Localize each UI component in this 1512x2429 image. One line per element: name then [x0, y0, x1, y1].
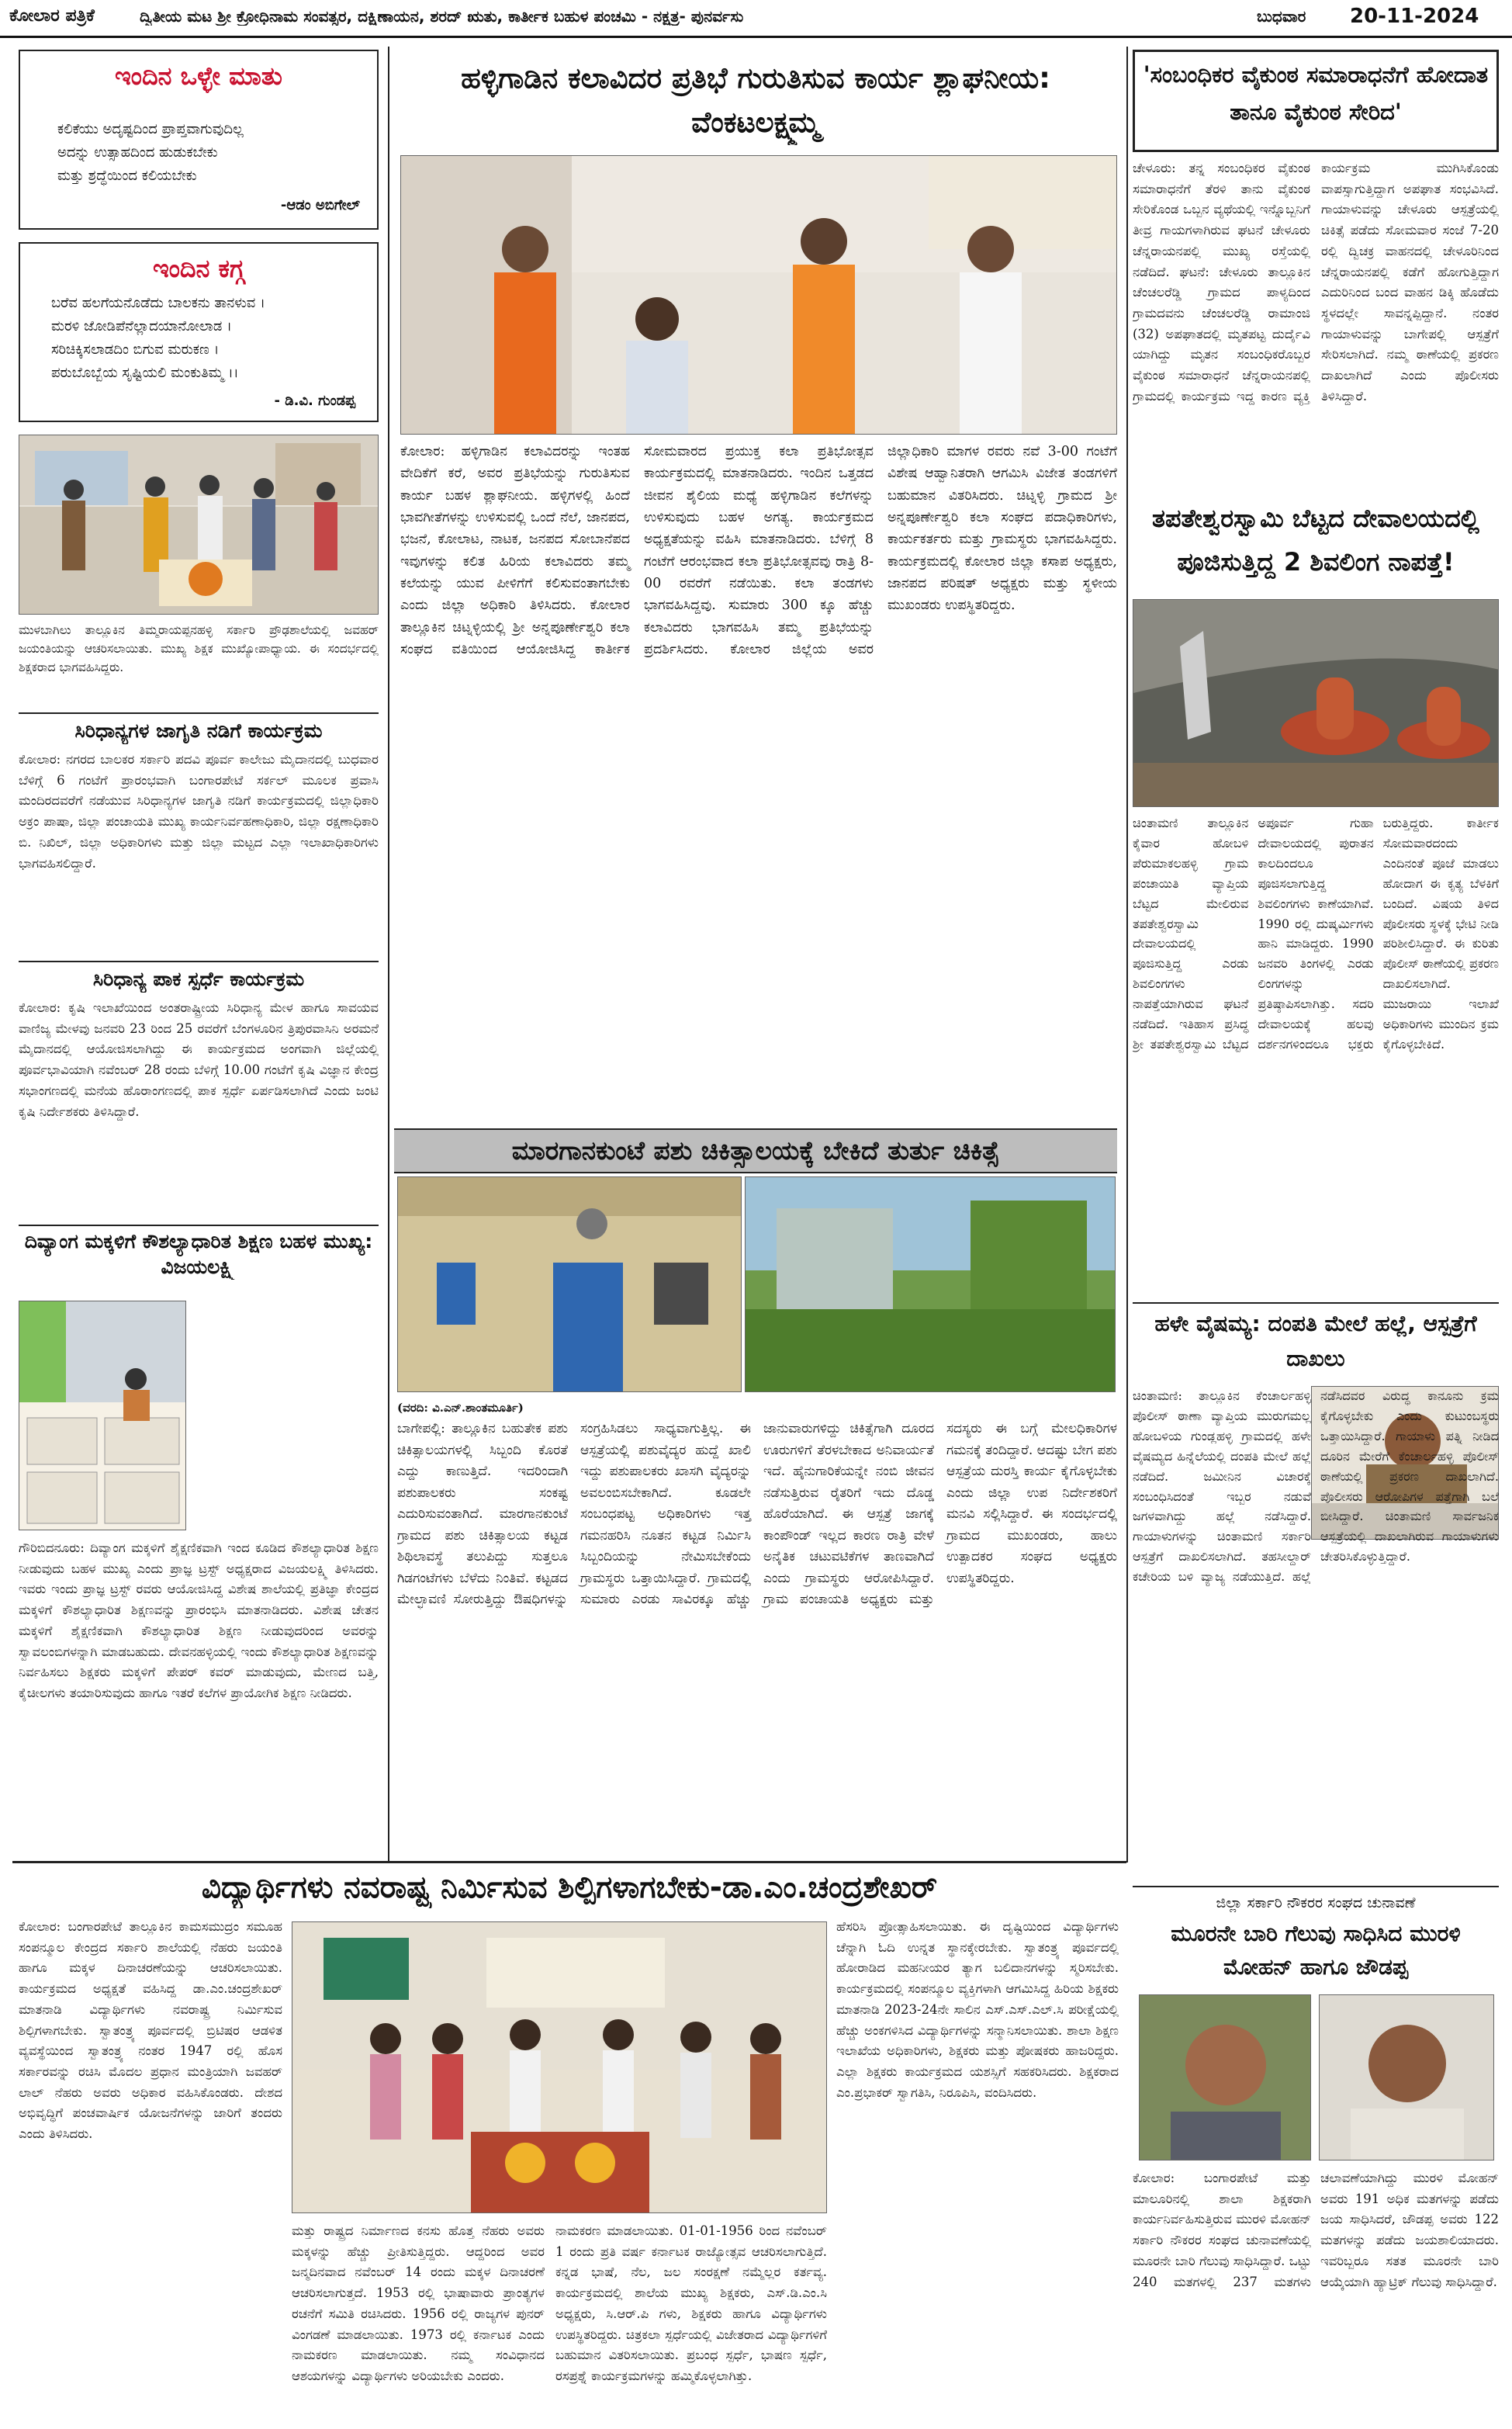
- temple-banner: [1133, 497, 1499, 593]
- vet-building-illustration: [398, 1177, 742, 1392]
- quote-author: -ಆಡಂ ಅಬಿಗೇಲ್: [280, 197, 360, 213]
- divider: [19, 961, 379, 962]
- disabled-children-headline: ದಿವ್ಯಾಂಗ ಮಕ್ಕಳಿಗೆ ಕೌಶಲ್ಯಾಧಾರಿತ ಶಿಕ್ಷಣ ಬಹಳ ಮುಖ್ಯ: ವಿಜಯಲಕ್ಷ್ಮಿ: [24, 1230, 373, 1278]
- divider: [19, 712, 379, 714]
- vet-building-photo: [397, 1176, 742, 1392]
- column-rule: [1126, 47, 1128, 1862]
- accident-body: ಚೇಳೂರು: ತನ್ನ ಸಂಬಂಧಿಕರ ವೈಕುಂಠ ಸಮಾರಾಧನೆಗೆ ತೆರಳಿ ತಾನು ವೈಕುಂಠ ಸೇರಿಕೊಂಡ ಒಬ್ಬನ ವ್ಯಥೆಯಲ್ಲಿ ಇನ್ನೊಬ್ಬನಿಗೆ ತೀವ್ರ ಗಾಯಗಳಾಗಿರುವ ಘಟನೆ ಚೇಳೂರು ಚೆನ್ನರಾಯನಪಲ್ಲಿ ಮುಖ್ಯ ರಸ್ತೆಯಲ್ಲಿ ನಡೆದಿದೆ. ಘಟನೆ: ಚೇಳೂರು ತಾಲ್ಲೂಕಿನ ಚೆಂಚಲರೆಡ್ಡಿ ಗ್ರಾಮದ ಪಾಳ್ಯದಿಂದ ಗ್ರಾಮದವನು ಚೆಂಚಲರೆಡ್ಡಿ ರಾಮಾಂಜಿ (32) ಅಪಘಾತದಲ್ಲಿ ಮೃತಪಟ್ಟ ದುರ್ದೈವಿ ಯಾಗಿದ್ದು ಮೃತನ ಸಂಬಂಧಿಕರೊಬ್ಬರ ವೈಕುಂಠ ಸಮಾರಾಧನೆ ಚೆನ್ನರಾಯನಪಲ್ಲಿ ಗ್ರಾಮದಲ್ಲಿ ಕಾರ್ಯಕ್ರಮ ಇದ್ದ ಕಾರಣ ವ್ಯಕ್ತಿ ಕಾರ್ಯಕ್ರಮ ಮುಗಿಸಿಕೊಂಡು ವಾಪಸ್ಸಾಗುತ್ತಿದ್ದಾಗ ಅಪಘಾತ ಸಂಭವಿಸಿದೆ. ಗಾಯಾಳುವನ್ನು ಚೇಳೂರು ಆಸ್ಪತ್ರೆಯಲ್ಲಿ ಚಿಕಿತ್ಸೆ ಪಡೆದು ಸೋಮವಾರ ಸಂಜೆ 7-20 ರಲ್ಲಿ ದ್ವಿಚಕ್ರ ವಾಹನದಲ್ಲಿ ಚೇಳೂರಿನಿಂದ ಚೆನ್ನರಾಯನಪಲ್ಲಿ ಕಡೆಗೆ ಹೋಗುತ್ತಿದ್ದಾಗ ಎದುರಿನಿಂದ ಬಂದ ವಾಹನ ಡಿಕ್ಕಿ ಹೊಡೆದು ಸ್ಥಳದಲ್ಲೇ ಸಾವನ್ನಪ್ಪಿದ್ದಾನೆ. ನಂತರ ಗಾಯಾಳುವನ್ನು ಬಾಗೇಪಲ್ಲಿ ಆಸ್ಪತ್ರೆಗೆ ಸೇರಿಸಲಾಗಿದೆ. ನಮ್ಮ ಠಾಣೆಯಲ್ಲಿ ಪ್ರಕರಣ ದಾಖಲಾಗಿದೆ ಎಂದು ಪೊಲೀಸರು ತಿಳಿಸಿದ್ದಾರೆ.: [1133, 161, 1499, 404]
- school-event-photo: [19, 435, 379, 615]
- students-nation-body-right: ನಾಮಕರಣ ಮಾಡಲಾಯಿತು. 01-01-1956 ರಿಂದ ನವೆಂಬರ್ 1 ರಂದು ಪ್ರತಿ ವರ್ಷ ಕರ್ನಾಟಕ ರಾಜ್ಯೋತ್ಸವ ಆಚರಿಸಲಾಗುತ್ತಿದೆ. ಕನ್ನಡ ಭಾಷೆ, ನೆಲ, ಜಲ ಸಂರಕ್ಷಣೆ ನಮ್ಮೆಲ್ಲರ ಕರ್ತವ್ಯ. ಕಾರ್ಯಕ್ರಮದಲ್ಲಿ ಶಾಲೆಯ ಮುಖ್ಯ ಶಿಕ್ಷಕರು, ಎಸ್.ಡಿ.ಎಂ.ಸಿ ಅಧ್ಯಕ್ಷರು, ಸಿ.ಆರ್.ಪಿ ಗಳು, ಶಿಕ್ಷಕರು ಹಾಗೂ ವಿದ್ಯಾರ್ಥಿಗಳು ಉಪಸ್ಥಿತರಿದ್ದರು. ಚಿತ್ರಕಲಾ ಸ್ಪರ್ಧೆಯಲ್ಲಿ ವಿಜೇತರಾದ ವಿದ್ಯಾರ್ಥಿಗಳಿಗೆ ಬಹುಮಾನ ವಿತರಿಸಲಾಯಿತು. ಪ್ರಬಂಧ ಸ್ಪರ್ಧೆ, ಭಾಷಣ ಸ್ಪರ್ಧೆ, ರಸಪ್ರಶ್ನೆ ಕಾರ್ಯಕ್ರಮಗಳನ್ನು ಹಮ್ಮಿಕೊಳ್ಳಲಾಗಿತ್ತು.: [555, 2223, 827, 2384]
- candidate-photo-2: [1319, 1994, 1494, 2160]
- classroom-photo: [19, 1301, 186, 1530]
- folk-artists-headline: ಹಳ್ಳಿಗಾಡಿನ ಕಲಾವಿದರ ಪ್ರತಿಭೆ ಗುರುತಿಸುವ ಕಾರ್ಯ ಶ್ಲಾಘನೀಯ: ವೆಂಕಟಲಕ್ಷ್ಮಮ್ಮ: [461, 61, 1050, 140]
- quote-line-1: ಕಲಿಕೆಯು ಅದೃಷ್ಟದಿಂದ ಪ್ರಾಪ್ತವಾಗುವುದಿಲ್ಲ: [57, 121, 244, 137]
- column-rule: [388, 47, 389, 1862]
- divider: [19, 1225, 379, 1226]
- felicitation-illustration: [401, 156, 1117, 435]
- millet-cooking-body: ಕೋಲಾರ: ಕೃಷಿ ಇಲಾಖೆಯಿಂದ ಅಂತರಾಷ್ಟ್ರೀಯ ಸಿರಿಧಾನ್ಯ ಮೇಳ ಹಾಗೂ ಸಾವಯವ ವಾಣಿಜ್ಯ ಮೇಳವು ಜನವರಿ 23 ರಿಂದ 25 ರವರೆಗೆ ಬೆಂಗಳೂರಿನ ತ್ರಿಪುರವಾಸಿನಿ ಅರಮನೆ ಮೈದಾನದಲ್ಲಿ ಆಯೋಜಿಸಲಾಗಿದ್ದು ಈ ಕಾರ್ಯಕ್ರಮದ ಅಂಗವಾಗಿ ಜಿಲ್ಲೆಯಲ್ಲಿ ಪೂರ್ವಭಾವಿಯಾಗಿ ನವೆಂಬರ್ 28 ರಂದು ಬೆಳಿಗ್ಗೆ 10.00 ಗಂಟೆಗೆ ಕೃಷಿ ವಿಜ್ಞಾನ ಕೇಂದ್ರ ಸಭಾಂಗಣದಲ್ಲಿ ಮನೆಯ ಹೊರಾಂಗಣದಲ್ಲಿ ಪಾಕ ಸ್ಪರ್ಧೆ ಏರ್ಪಡಿಸಲಾಗಿದೆ ಎಂದು ಜಂಟಿ ಕೃಷಿ ನಿರ್ದೇಶಕರು ತಿಳಿಸಿದ್ದಾರೆ.: [19, 1000, 379, 1119]
- issue-date: 20-11-2024: [1350, 5, 1479, 28]
- school-function-illustration: [292, 1922, 827, 2213]
- kagga-line-2: ಮರಳಿ ಜೋಡಿಪೆನೆಲ್ಲಾದಯಾನೋಲಾಡ ।: [51, 318, 232, 334]
- divider: [12, 1861, 1126, 1863]
- quote-line-2: ಅದನ್ನು ಉತ್ಸಾಹದಿಂದ ಹುಡುಕಬೇಕು: [57, 144, 218, 161]
- election-headline: ಮೂರನೇ ಬಾರಿ ಗೆಲುವು ಸಾಧಿಸಿದ ಮುರಳಿ ಮೋಹನ್ ಹಾಗೂ ಜೌಡಪ್ಪ: [1171, 1921, 1461, 1980]
- millet-walk-body: ಕೋಲಾರ: ನಗರದ ಬಾಲಕರ ಸರ್ಕಾರಿ ಪದವಿ ಪೂರ್ವ ಕಾಲೇಜು ಮೈದಾನದಲ್ಲಿ ಬುಧವಾರ ಬೆಳಿಗ್ಗೆ 6 ಗಂಟೆಗೆ ಪ್ರಾರಂಭವಾಗಿ ಬಂಗಾರಪೇಟೆ ಸರ್ಕಲ್ ಮೂಲಕ ಪ್ರವಾಸಿ ಮಂದಿರದವರೆಗೆ ನಡೆಯುವ ಸಿರಿಧಾನ್ಯಗಳ ಜಾಗೃತಿ ನಡಿಗೆ ಕಾರ್ಯಕ್ರಮದಲ್ಲಿ ಜಿಲ್ಲಾಧಿಕಾರಿ ಅಕ್ರಂ ಪಾಷಾ, ಜಿಲ್ಲಾ ಪಂಚಾಯತಿ ಮುಖ್ಯ ಕಾರ್ಯನಿರ್ವಹಣಾಧಿಕಾರಿ, ಜಿಲ್ಲಾ ರಕ್ಷಣಾಧಿಕಾರಿ ಬಿ. ನಿಖಿಲ್, ಜಿಲ್ಲಾ ಅಧಿಕಾರಿಗಳು ಮತ್ತು ಜಿಲ್ಲಾ ಮಟ್ಟದ ಎಲ್ಲಾ ಇಲಾಖಾಧಿಕಾರಿಗಳು ಭಾಗವಹಿಸಲಿದ್ದಾರೆ.: [19, 752, 379, 871]
- disabled-children-body: ಗೌರಿಬಿದನೂರು: ದಿವ್ಯಾಂಗ ಮಕ್ಕಳಿಗೆ ಶೈಕ್ಷಣಿಕವಾಗಿ ಇಂದ ಕೂಡಿದ ಕೌಶಲ್ಯಾಧಾರಿತ ಶಿಕ್ಷಣ ನೀಡುವುದು ಬಹಳ ಮುಖ್ಯ ಎಂದು ಪ್ರಾಜ್ಞ ಟ್ರಸ್ಟ್ ಅಧ್ಯಕ್ಷರಾದ ವಿಜಯಲಕ್ಷ್ಮಿ ತಿಳಿಸಿದರು. ಇವರು ಇಂದು ಪ್ರಾಜ್ಞ ಟ್ರಸ್ಟ್ ರವರು ಆಯೋಜಿಸಿದ್ದ ವಿಶೇಷ ಶಾಲೆಯಲ್ಲಿ ಪ್ರತಿಜ್ಞಾ ಕೇಂದ್ರದ ಮಕ್ಕಳಿಗೆ ಕೌಶಲ್ಯಾಧಾರಿತ ಶಿಕ್ಷಣವನ್ನು ಪ್ರಾರಂಭಿಸಿ ಮಾತನಾಡಿದರು. ವಿಶೇಷ ಚೇತನ ಮಕ್ಕಳಿಗೆ ಶೈಕ್ಷಣಿಕವಾಗಿ ಕೌಶಲ್ಯಾಧಾರಿತ ಶಿಕ್ಷಣ ನೀಡುವುದರಿಂದ ಅವರನ್ನು ಸ್ವಾವಲಂಬಿಗಳನ್ನಾಗಿ ಮಾಡಬಹುದು. ದೇವನಹಳ್ಳಿಯಲ್ಲಿ ಇಂದು ಕೌಶಲ್ಯಾಧಾರಿತ ಶಿಕ್ಷಣವನ್ನು ನಿರ್ವಹಿಸಲು ಶಿಕ್ಷಕರು ಮಕ್ಕಳಿಗೆ ಪೇಪರ್ ಕವರ್ ಮಾಡುವುದು, ಮೇಣದ ಬತ್ತಿ, ಕೈಚೀಲಗಳು ತಯಾರಿಸುವುದು ಹಾಗೂ ಇತರೆ ಕಲೆಗಳ ಪ್ರಾಯೋಗಿಕ ಶಿಕ್ಷಣ ನೀಡಿದರು.: [19, 1540, 379, 1701]
- students-nation-body-mid: ಮತ್ತು ರಾಷ್ಟ್ರದ ನಿರ್ಮಾಣದ ಕನಸು ಹೊತ್ತ ನೆಹರು ಅವರು ಮಕ್ಕಳನ್ನು ಹೆಚ್ಚು ಪ್ರೀತಿಸುತ್ತಿದ್ದರು. ಆದ್ದರಿಂದ ಅವರ ಜನ್ಮದಿನವಾದ ನವೆಂಬರ್ 14 ರಂದು ಮಕ್ಕಳ ದಿನಾಚರಣೆ ಆಚರಿಸಲಾಗುತ್ತದೆ. 1953 ರಲ್ಲಿ ಭಾಷಾವಾರು ಪ್ರಾಂತ್ಯಗಳ ರಚನೆಗೆ ಸಮಿತಿ ರಚಿಸಿದರು. 1956 ರಲ್ಲಿ ರಾಜ್ಯಗಳ ಪುನರ್ ವಿಂಗಡಣೆ ಮಾಡಲಾಯಿತು. 1973 ರಲ್ಲಿ ಕರ್ನಾಟಕ ಎಂದು ನಾಮಕರಣ ಮಾಡಲಾಯಿತು. ನಮ್ಮ ಸಂವಿಧಾನದ ಆಶಯಗಳನ್ನು ವಿದ್ಯಾರ್ಥಿಗಳು ಅರಿಯಬೇಕು ಎಂದರು.: [292, 2223, 545, 2384]
- divider: [1133, 1302, 1499, 1304]
- candidate-photo-1: [1139, 1994, 1311, 2160]
- kagga-author: - ಡಿ.ವಿ. ಗುಂಡಪ್ಪ: [274, 393, 355, 409]
- cave-lingas-illustration: [1133, 600, 1499, 807]
- students-nation-body-left: ಕೋಲಾರ: ಬಂಗಾರಪೇಟೆ ತಾಲ್ಲೂಕಿನ ಕಾಮಸಮುದ್ರಂ ಸಮೂಹ ಸಂಪನ್ಮೂಲ ಕೇಂದ್ರದ ಸರ್ಕಾರಿ ಶಾಲೆಯಲ್ಲಿ ನೆಹರು ಜಯಂತಿ ಹಾಗೂ ಮಕ್ಕಳ ದಿನಾಚರಣೆಯನ್ನು ಆಚರಿಸಲಾಯಿತು. ಕಾರ್ಯಕ್ರಮದ ಅಧ್ಯಕ್ಷತೆ ವಹಿಸಿದ್ದ ಡಾ.ಎಂ.ಚಂದ್ರಶೇಖರ್ ಮಾತನಾಡಿ ವಿದ್ಯಾರ್ಥಿಗಳು ನವರಾಷ್ಟ್ರ ನಿರ್ಮಿಸುವ ಶಿಲ್ಪಿಗಳಾಗಬೇಕು. ಸ್ವಾತಂತ್ರ್ಯ ಪೂರ್ವದಲ್ಲಿ ಬ್ರಿಟಿಷರ ಆಡಳಿತ ವ್ಯವಸ್ಥೆಯಿಂದ ಸ್ವಾತಂತ್ರ್ಯ ನಂತರ 1947 ರಲ್ಲಿ ಹೊಸ ಸರ್ಕಾರವನ್ನು ರಚಿಸಿ ಮೊದಲ ಪ್ರಧಾನ ಮಂತ್ರಿಯಾಗಿ ಜವಹರ್ ಲಾಲ್ ನೆಹರು ಅವರು ಅಧಿಕಾರ ವಹಿಸಿಕೊಂಡರು. ದೇಶದ ಅಭಿವೃದ್ಧಿಗೆ ಪಂಚವಾರ್ಷಿಕ ಯೋಜನೆಗಳನ್ನು ಜಾರಿಗೆ ತಂದರು ಎಂದು ತಿಳಿಸಿದರು.: [19, 1919, 282, 2142]
- vet-hospital-body: ಬಾಗೇಪಲ್ಲಿ: ತಾಲ್ಲೂಕಿನ ಬಹುತೇಕ ಪಶು ಚಿಕಿತ್ಸಾಲಯಗಳಲ್ಲಿ ಸಿಬ್ಬಂದಿ ಕೊರತೆ ಎದ್ದು ಕಾಣುತ್ತಿದೆ. ಇದರಿಂದಾಗಿ ಪಶುಪಾಲಕರು ಸಂಕಷ್ಟ ಎದುರಿಸುವಂತಾಗಿದೆ. ಮಾರಗಾನಕುಂಟೆ ಗ್ರಾಮದ ಪಶು ಚಿಕಿತ್ಸಾಲಯ ಕಟ್ಟಡ ಶಿಥಿಲಾವಸ್ಥೆ ತಲುಪಿದ್ದು ಸುತ್ತಲೂ ಗಿಡಗಂಟೆಗಳು ಬೆಳೆದು ನಿಂತಿವೆ. ಕಟ್ಟಡದ ಮೇಲ್ಛಾವಣಿ ಸೋರುತ್ತಿದ್ದು ಔಷಧಿಗಳನ್ನು ಸಂಗ್ರಹಿಸಿಡಲು ಸಾಧ್ಯವಾಗುತ್ತಿಲ್ಲ. ಈ ಆಸ್ಪತ್ರೆಯಲ್ಲಿ ಪಶುವೈದ್ಯರ ಹುದ್ದೆ ಖಾಲಿ ಇದ್ದು ಪಶುಪಾಲಕರು ಖಾಸಗಿ ವೈದ್ಯರನ್ನು ಅವಲಂಬಿಸಬೇಕಾಗಿದೆ. ಕೂಡಲೇ ಸಂಬಂಧಪಟ್ಟ ಅಧಿಕಾರಿಗಳು ಇತ್ತ ಗಮನಹರಿಸಿ ನೂತನ ಕಟ್ಟಡ ನಿರ್ಮಿಸಿ ಸಿಬ್ಬಂದಿಯನ್ನು ನೇಮಿಸಬೇಕೆಂದು ಗ್ರಾಮಸ್ಥರು ಒತ್ತಾಯಿಸಿದ್ದಾರೆ. ಗ್ರಾಮದಲ್ಲಿ ಸುಮಾರು ಎರಡು ಸಾವಿರಕ್ಕೂ ಹೆಚ್ಚು ಜಾನುವಾರುಗಳಿದ್ದು ಚಿಕಿತ್ಸೆಗಾಗಿ ದೂರದ ಊರುಗಳಿಗೆ ತೆರಳಬೇಕಾದ ಅನಿವಾರ್ಯತೆ ಇದೆ. ಹೈನುಗಾರಿಕೆಯನ್ನೇ ನಂಬಿ ಜೀವನ ನಡೆಸುತ್ತಿರುವ ರೈತರಿಗೆ ಇದು ದೊಡ್ಡ ಹೊರೆಯಾಗಿದೆ. ಈ ಆಸ್ಪತ್ರೆ ಜಾಗಕ್ಕೆ ಕಾಂಪೌಂಡ್ ಇಲ್ಲದ ಕಾರಣ ರಾತ್ರಿ ವೇಳೆ ಅನೈತಿಕ ಚಟುವಟಿಕೆಗಳ ತಾಣವಾಗಿದೆ ಎಂದು ಗ್ರಾಮಸ್ಥರು ಆರೋಪಿಸಿದ್ದಾರೆ. ಗ್ರಾಮ ಪಂಚಾಯತಿ ಅಧ್ಯಕ್ಷರು ಮತ್ತು ಸದಸ್ಯರು ಈ ಬಗ್ಗೆ ಮೇಲಧಿಕಾರಿಗಳ ಗಮನಕ್ಕೆ ತಂದಿದ್ದಾರೆ. ಆದಷ್ಟು ಬೇಗ ಪಶು ಆಸ್ಪತ್ರೆಯ ದುರಸ್ತಿ ಕಾರ್ಯ ಕೈಗೊಳ್ಳಬೇಕು ಎಂದು ಜಿಲ್ಲಾ ಉಪ ನಿರ್ದೇಶಕರಿಗೆ ಮನವಿ ಸಲ್ಲಿಸಿದ್ದಾರೆ. ಈ ಸಂದರ್ಭದಲ್ಲಿ ಗ್ರಾಮದ ಮುಖಂಡರು, ಹಾಲು ಉತ್ಪಾದಕರ ಸಂಘದ ಅಧ್ಯಕ್ಷರು ಉಪಸ್ಥಿತರಿದ್ದರು.: [397, 1421, 1117, 1608]
- vet-hospital-headline: ಮಾರಗಾನಕುಂಟೆ ಪಶು ಚಿಕಿತ್ಸಾಲಯಕ್ಕೆ ಬೇಕಿದೆ ತುರ್ತು ಚಿಕಿತ್ಸೆ: [511, 1135, 1000, 1166]
- temple-body: ಚಿಂತಾಮಣಿ ತಾಲ್ಲೂಕಿನ ಕೈವಾರ ಹೋಬಳಿ ಪೆರುಮಾಕಲಹಳ್ಳಿ ಗ್ರಾಮ ಪಂಚಾಯಿತಿ ವ್ಯಾಪ್ತಿಯ ಬೆಟ್ಟದ ಮೇಲಿರುವ ತಪತೇಶ್ವರಸ್ವಾಮಿ ದೇವಾಲಯದಲ್ಲಿ ಪೂಜಿಸುತ್ತಿದ್ದ ಎರಡು ಶಿವಲಿಂಗಗಳು ನಾಪತ್ತೆಯಾಗಿರುವ ಘಟನೆ ನಡೆದಿದೆ. ಇತಿಹಾಸ ಪ್ರಸಿದ್ಧ ಶ್ರೀ ತಪತೇಶ್ವರಸ್ವಾಮಿ ಬೆಟ್ಟದ ಅಪೂರ್ವ ಗುಹಾ ದೇವಾಲಯದಲ್ಲಿ ಪುರಾತನ ಕಾಲದಿಂದಲೂ ಪೂಜಿಸಲಾಗುತ್ತಿದ್ದ ಶಿವಲಿಂಗಗಳು ಕಾಣೆಯಾಗಿವೆ. 1990 ರಲ್ಲಿ ದುಷ್ಕರ್ಮಿಗಳು ಹಾನಿ ಮಾಡಿದ್ದರು. 1990 ಜನವರಿ ತಿಂಗಳಲ್ಲಿ ಎರಡು ಲಿಂಗಗಳನ್ನು ಪ್ರತಿಷ್ಠಾಪಿಸಲಾಗಿತ್ತು. ಸದರಿ ದೇವಾಲಯಕ್ಕೆ ಹಲವು ದರ್ಶನಗಳಿಂದಲೂ ಭಕ್ತರು ಬರುತ್ತಿದ್ದರು. ಕಾರ್ತೀಕ ಸೋಮವಾರದಂದು ಎಂದಿನಂತೆ ಪೂಜೆ ಮಾಡಲು ಹೋದಾಗ ಈ ಕೃತ್ಯ ಬೆಳಕಿಗೆ ಬಂದಿದೆ. ವಿಷಯ ತಿಳಿದ ಪೊಲೀಸರು ಸ್ಥಳಕ್ಕೆ ಭೇಟಿ ನೀಡಿ ಪರಿಶೀಲಿಸಿದ್ದಾರೆ. ಈ ಕುರಿತು ಪೊಲೀಸ್ ಠಾಣೆಯಲ್ಲಿ ಪ್ರಕರಣ ದಾಖಲಿಸಲಾಗಿದೆ. ಮುಜರಾಯಿ ಇಲಾಖೆ ಅಧಿಕಾರಿಗಳು ಮುಂದಿನ ಕ್ರಮ ಕೈಗೊಳ್ಳಬೇಕಿದೆ.: [1133, 816, 1499, 1052]
- kagga-line-3: ಸರಿಚಿಕ್ಕಿಸಲಾಡದಿಂ ಬಿಗುವ ಮರುಕಣ ।: [51, 341, 220, 358]
- weekday: ಬುಧವಾರ: [1257, 7, 1306, 26]
- temple-headline: ತಪತೇಶ್ವರಸ್ವಾಮಿ ಬೆಟ್ಟದ ದೇವಾಲಯದಲ್ಲಿ ಪೂಜಿಸುತ್ತಿದ್ದ 2 ಶಿವಲಿಂಗ ನಾಪತ್ತೆ!: [1152, 504, 1479, 577]
- students-nation-headline: ವಿದ್ಯಾರ್ಥಿಗಳು ನವರಾಷ್ಟ್ರ ನಿರ್ಮಿಸುವ ಶಿಲ್ಪಿಗಳಾಗಬೇಕು-ಡಾ.ಎಂ.ಚಂದ್ರಶೇಖರ್: [201, 1870, 938, 1905]
- kagga-line-1: ಬರೆವ ಹಲಗೆಯನೊಡೆದು ಬಾಲಕನು ತಾನಳುವ ।: [51, 295, 265, 311]
- school-event-illustration: [19, 435, 379, 615]
- vet-premises-illustration: [746, 1177, 1116, 1392]
- school-event-caption: ಮುಳಬಾಗಿಲು ತಾಲ್ಲೂಕಿನ ತಿಮ್ಮರಾಯಪ್ಪನಹಳ್ಳಿ ಸರ್ಕಾರಿ ಪ್ರೌಢಶಾಲೆಯಲ್ಲಿ ಜವಹರ್ ಜಯಂತಿಯನ್ನು ಆಚರಿಸಲಾಯಿತು. ಮುಖ್ಯ ಶಿಕ್ಷಕ ಮುಖ್ಯೋಪಾಧ್ಯಾಯ. ಈ ಸಂದರ್ಭದಲ್ಲಿ ಶಿಕ್ಷಕರಾದ ಭಾಗವಹಿಸಿದ್ದರು.: [19, 623, 379, 675]
- classroom-illustration: [19, 1301, 186, 1530]
- almanac-line: ದ್ವಿತೀಯ ಮಟ ಶ್ರೀ ಕ್ರೋಧಿನಾಮ ಸಂವತ್ಸರ, ದಕ್ಷಿಣಾಯನ, ಶರದ್ ಋತು, ಕಾರ್ತೀಕ ಬಹುಳ ಪಂಚಮಿ - ನಕ್ಷತ್ರ- ಪುನರ್ವಸು: [140, 7, 744, 26]
- millet-cooking-headline: ಸಿರಿಧಾನ್ಯ ಪಾಕ ಸ್ಪರ್ಧೆ ಕಾರ್ಯಕ್ರಮ: [92, 968, 305, 990]
- folk-artists-body: ಕೋಲಾರ: ಹಳ್ಳಿಗಾಡಿನ ಕಲಾವಿದರನ್ನು ಇಂತಹ ವೇದಿಕೆಗೆ ಕರೆ, ಅವರ ಪ್ರತಿಭೆಯನ್ನು ಗುರುತಿಸುವ ಕಾರ್ಯ ಬಹಳ ಶ್ಲಾಘನೀಯ. ಹಳ್ಳಿಗಳಲ್ಲಿ ಹಿಂದೆ ಭಾವಗೀತೆಗಳನ್ನು ಉಳಿಸುವಲ್ಲಿ ಒಂದೆ ನೆಲೆ, ಜಾನಪದ, ಭಜನೆ, ಕೋಲಾಟ, ನಾಟಕ, ಜನಪದ ಸೋಬಾನೆಪದ ಇವುಗಳನ್ನು ಕಲಿತ ಹಿರಿಯ ಕಲಾವಿದರು ತಮ್ಮ ಕಲೆಯನ್ನು ಯುವ ಪೀಳಿಗೆಗೆ ಕಲಿಸುವಂತಾಗಬೇಕು ಎಂದು ಜಿಲ್ಲಾ ಅಧಿಕಾರಿ ತಿಳಿಸಿದರು. ಕೋಲಾರ ತಾಲ್ಲೂಕಿನ ಚಿಟ್ನಳ್ಳಿಯಲ್ಲಿ ಶ್ರೀ ಅನ್ನಪೂರ್ಣೇಶ್ವರಿ ಕಲಾ ಸಂಘದ ವತಿಯಿಂದ ಆಯೋಜಿಸಿದ್ದ ಕಾರ್ತೀಕ ಸೋಮವಾರದ ಪ್ರಯುಕ್ತ ಕಲಾ ಪ್ರತಿಭೋತ್ಸವ ಕಾರ್ಯಕ್ರಮದಲ್ಲಿ ಮಾತನಾಡಿದರು. ಇಂದಿನ ಒತ್ತಡದ ಜೀವನ ಶೈಲಿಯ ಮಧ್ಯೆ ಹಳ್ಳಿಗಾಡಿನ ಕಲೆಗಳನ್ನು ಉಳಿಸುವುದು ಬಹಳ ಅಗತ್ಯ. ಕಾರ್ಯಕ್ರಮದ ಅಧ್ಯಕ್ಷತೆಯನ್ನು ವಹಿಸಿ ಮಾತನಾಡಿದರು. ಬೆಳಿಗ್ಗೆ 8 ಗಂಟೆಗೆ ಆರಂಭವಾದ ಕಲಾ ಪ್ರತಿಭೋತ್ಸವವು ರಾತ್ರಿ 8-00 ರವರೆಗೆ ನಡೆಯಿತು. ಕಲಾ ತಂಡಗಳು ಭಾಗವಹಿಸಿದ್ದವು. ಸುಮಾರು 300 ಕ್ಕೂ ಹೆಚ್ಚು ಕಲಾವಿದರು ಭಾಗವಹಿಸಿ ತಮ್ಮ ಪ್ರತಿಭೆಯನ್ನು ಪ್ರದರ್ಶಿಸಿದರು. ಕೋಲಾರ ಜಿಲ್ಲೆಯ ಅವರ ಜಿಲ್ಲಾಧಿಕಾರಿ ಮಾಗಳ ರವರು ನವೆ 3-00 ಗಂಟೆಗೆ ವಿಶೇಷ ಆಹ್ವಾನಿತರಾಗಿ ಆಗಮಿಸಿ ವಿಜೇತ ತಂಡಗಳಿಗೆ ಬಹುಮಾನ ವಿತರಿಸಿದರು. ಚಿಟ್ನಳ್ಳಿ ಗ್ರಾಮದ ಶ್ರೀ ಅನ್ನಪೂರ್ಣೇಶ್ವರಿ ಕಲಾ ಸಂಘದ ಪದಾಧಿಕಾರಿಗಳು, ಕಾರ್ಯಕರ್ತರು ಮತ್ತು ಗ್ರಾಮಸ್ಥರು ಭಾಗವಹಿಸಿದ್ದರು. ಕಾರ್ಯಕ್ರಮದಲ್ಲಿ ಕೋಲಾರ ಜಿಲ್ಲಾ ಕಸಾಪ ಅಧ್ಯಕ್ಷರು, ಜಾನಪದ ಪರಿಷತ್ ಅಧ್ಯಕ್ಷರು ಮತ್ತು ಸ್ಥಳೀಯ ಮುಖಂಡರು ಉಪಸ್ಥಿತರಿದ್ದರು.: [400, 444, 1117, 658]
- kagga-title: ಇಂದಿನ ಕಗ್ಗ: [152, 254, 245, 283]
- publication-name: ಕೋಲಾರ ಪತ್ರಿಕೆ: [9, 6, 95, 26]
- vet-hospital-banner: [394, 1128, 1117, 1173]
- vet-hospital-byline: (ವರದಿ: ವಿ.ಎನ್.ಶಾಂತಮೂರ್ತಿ): [397, 1401, 524, 1415]
- accident-headline-box: [1133, 50, 1499, 152]
- election-kicker: ಜಿಲ್ಲಾ ಸರ್ಕಾರಿ ನೌಕರರ ಸಂಘದ ಚುನಾವಣೆ: [1216, 1894, 1416, 1911]
- school-function-photo: [292, 1921, 827, 2213]
- divider: [1133, 1886, 1499, 1887]
- felicitation-photo: [400, 155, 1117, 435]
- candidate-1-illustration: [1140, 1995, 1311, 2160]
- kagga-box: [19, 242, 379, 422]
- students-nation-body-far: ಹೆಸರಿಸಿ ಪ್ರೋತ್ಸಾಹಿಸಲಾಯಿತು. ಈ ದೃಷ್ಟಿಯಿಂದ ವಿದ್ಯಾರ್ಥಿಗಳು ಚೆನ್ನಾಗಿ ಓದಿ ಉನ್ನತ ಸ್ಥಾನಕ್ಕೇರಬೇಕು. ಸ್ವಾತಂತ್ರ್ಯ ಪೂರ್ವದಲ್ಲಿ ಹೋರಾಡಿದ ಮಹನೀಯರ ತ್ಯಾಗ ಬಲಿದಾನಗಳನ್ನು ಸ್ಮರಿಸಬೇಕು. ಕಾರ್ಯಕ್ರಮದಲ್ಲಿ ಸಂಪನ್ಮೂಲ ವ್ಯಕ್ತಿಗಳಾಗಿ ಆಗಮಿಸಿದ್ದ ಹಿರಿಯ ಶಿಕ್ಷಕರು ಮಾತನಾಡಿ 2023-24ನೇ ಸಾಲಿನ ಎಸ್.ಎಸ್.ಎಲ್.ಸಿ ಪರೀಕ್ಷೆಯಲ್ಲಿ ಹೆಚ್ಚು ಅಂಕಗಳಿಸಿದ ವಿದ್ಯಾರ್ಥಿಗಳನ್ನು ಸನ್ಮಾನಿಸಲಾಯಿತು. ಶಾಲಾ ಶಿಕ್ಷಣ ಇಲಾಖೆಯ ಅಧಿಕಾರಿಗಳು, ಶಿಕ್ಷಕರು ಮತ್ತು ಪೋಷಕರು ಹಾಜರಿದ್ದರು. ಎಲ್ಲಾ ಶಿಕ್ಷಕರು ಕಾರ್ಯಕ್ರಮದ ಯಶಸ್ಸಿಗೆ ಸಹಕರಿಸಿದರು. ಶಿಕ್ಷಕರಾದ ಎಂ.ಪ್ರಭಾಕರ್ ಸ್ವಾಗತಿಸಿ, ನಿರೂಪಿಸಿ, ವಂದಿಸಿದರು.: [836, 1919, 1119, 2100]
- quote-line-3: ಮತ್ತು ಶ್ರದ್ಧೆಯಿಂದ ಕಲಿಯಬೇಕು: [57, 168, 197, 184]
- temple-cave-photo: [1133, 599, 1499, 807]
- election-body: ಕೋಲಾರ: ಬಂಗಾರಪೇಟೆ ಮತ್ತು ಮಾಲೂರಿನಲ್ಲಿ ಶಾಲಾ ಶಿಕ್ಷಕರಾಗಿ ಕಾರ್ಯನಿರ್ವಹಿಸುತ್ತಿರುವ ಮುರಳಿ ಮೋಹನ್ ಸರ್ಕಾರಿ ನೌಕರರ ಸಂಘದ ಚುನಾವಣೆಯಲ್ಲಿ ಮೂರನೇ ಬಾರಿ ಗೆಲುವು ಸಾಧಿಸಿದ್ದಾರೆ. ಒಟ್ಟು 240 ಮತಗಳಲ್ಲಿ 237 ಮತಗಳು ಚಲಾವಣೆಯಾಗಿದ್ದು ಮುರಳಿ ಮೋಹನ್ ಅವರು 191 ಅಧಿಕ ಮತಗಳನ್ನು ಪಡೆದು ಜಯ ಸಾಧಿಸಿದರೆ, ಜೌಡಪ್ಪ ಅವರು 122 ಮತಗಳನ್ನು ಪಡೆದು ಜಯಶಾಲಿಯಾದರು. ಇವರಿಬ್ಬರೂ ಸತತ ಮೂರನೇ ಬಾರಿ ಆಯ್ಕೆಯಾಗಿ ಹ್ಯಾಟ್ರಿಕ್ ಗೆಲುವು ಸಾಧಿಸಿದ್ದಾರೆ.: [1133, 2171, 1499, 2289]
- accident-headline: 'ಸಂಬಂಧಿಕರ ವೈಕುಂಠ ಸಮಾರಾಧನೆಗೆ ಹೋದಾತ ತಾನೂ ವೈಕುಂಠ ಸೇರಿದ': [1143, 61, 1489, 125]
- quote-box: [19, 50, 379, 230]
- millet-walk-headline: ಸಿರಿಧಾನ್ಯಗಳ ಜಾಗೃತಿ ನಡಿಗೆ ಕಾರ್ಯಕ್ರಮ: [74, 719, 323, 742]
- kagga-line-4: ಪರುಬೊಬ್ಬೆಯ ಸೃಷ್ಟಿಯಲಿ ಮಂಕುತಿಮ್ಮ ।।: [51, 365, 239, 381]
- candidate-2-illustration: [1320, 1995, 1494, 2160]
- masthead-strip: [0, 0, 1512, 38]
- quote-title: ಇಂದಿನ ಒಳ್ಳೇ ಮಾತು: [115, 61, 282, 91]
- vet-premises-photo: [745, 1176, 1116, 1392]
- assault-body: ಚಿಂತಾಮಣಿ: ತಾಲ್ಲೂಕಿನ ಕೆಂಚಾರ್ಲಹಳ್ಳಿ ಪೊಲೀಸ್ ಠಾಣಾ ವ್ಯಾಪ್ತಿಯ ಮುರುಗಮಲ್ಲ ಹೋಬಳಿಯ ಗುಂಡ್ಲಹಳ್ಳಿ ಗ್ರಾಮದಲ್ಲಿ ಹಳೇ ವೈಷಮ್ಯದ ಹಿನ್ನೆಲೆಯಲ್ಲಿ ದಂಪತಿ ಮೇಲೆ ಹಲ್ಲೆ ನಡೆದಿದೆ. ಜಮೀನಿನ ವಿಚಾರಕ್ಕೆ ಸಂಬಂಧಿಸಿದಂತೆ ಇಬ್ಬರ ನಡುವೆ ಜಗಳವಾಗಿದ್ದು ಹಲ್ಲೆ ನಡೆಸಿದ್ದಾರೆ. ಗಾಯಾಳುಗಳನ್ನು ಚಿಂತಾಮಣಿ ಸರ್ಕಾರಿ ಆಸ್ಪತ್ರೆಗೆ ದಾಖಲಿಸಲಾಗಿದೆ. ತಹಸೀಲ್ದಾರ್ ಕಚೇರಿಯ ಬಳಿ ವ್ಯಾಜ್ಯ ನಡೆಯುತ್ತಿದೆ. ಹಲ್ಲೆ ನಡೆಸಿದವರ ವಿರುದ್ಧ ಕಾನೂನು ಕ್ರಮ ಕೈಗೊಳ್ಳಬೇಕು ಎಂದು ಕುಟುಂಬಸ್ಥರು ಒತ್ತಾಯಿಸಿದ್ದಾರೆ. ಗಾಯಾಳು ಪತ್ನಿ ನೀಡಿದ ದೂರಿನ ಮೇರೆಗೆ ಕೆಂಚಾರ್ಲಹಳ್ಳಿ ಪೊಲೀಸ್ ಠಾಣೆಯಲ್ಲಿ ಪ್ರಕರಣ ದಾಖಲಾಗಿದೆ. ಪೊಲೀಸರು ಆರೋಪಿಗಳ ಪತ್ತೆಗಾಗಿ ಬಲೆ ಬೀಸಿದ್ದಾರೆ. ಚಿಂತಾಮಣಿ ಸಾರ್ವಜನಿಕ ಆಸ್ಪತ್ರೆಯಲ್ಲಿ ದಾಖಲಾಗಿರುವ ಗಾಯಾಳುಗಳು ಚೇತರಿಸಿಕೊಳ್ಳುತ್ತಿದ್ದಾರೆ.: [1133, 1388, 1499, 1585]
- assault-headline: ಹಳೇ ವೈಷಮ್ಯ: ದಂಪತಿ ಮೇಲೆ ಹಲ್ಲೆ, ಆಸ್ಪತ್ರೆಗೆ ದಾಖಲು: [1154, 1311, 1477, 1371]
